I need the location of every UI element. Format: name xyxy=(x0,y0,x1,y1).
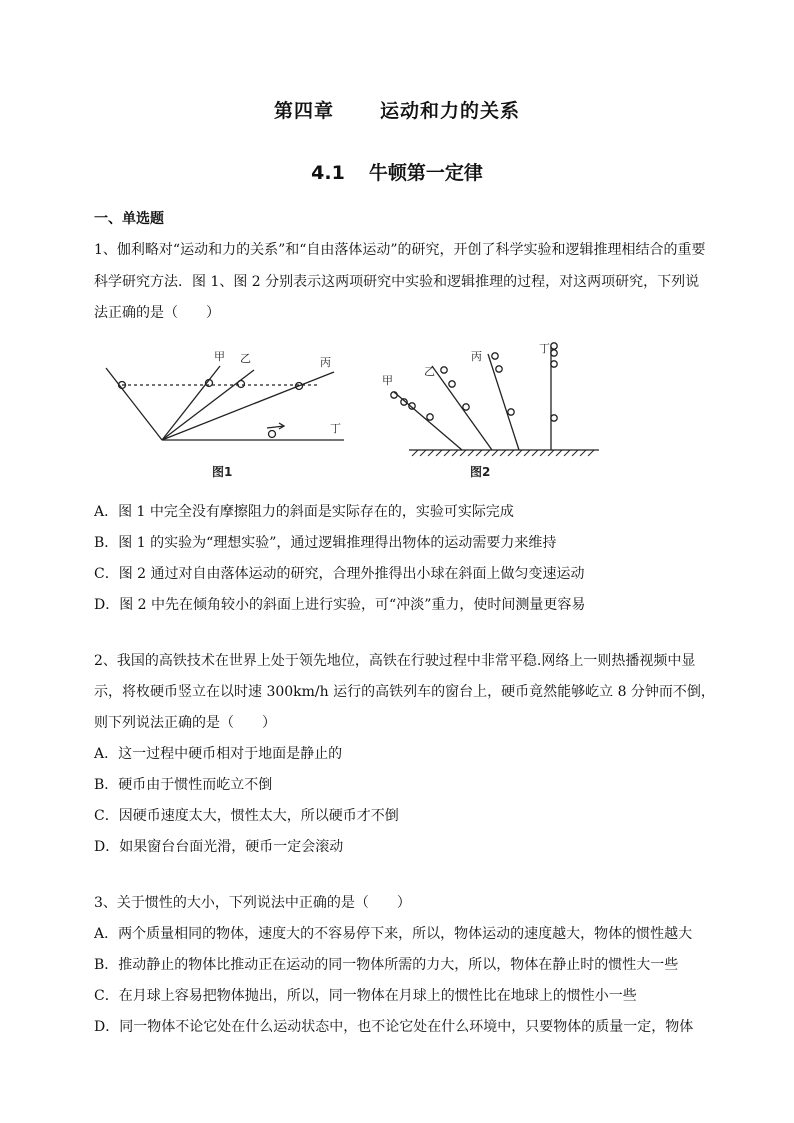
question-2-stem-line-3: 则下列说法正确的是（ ） xyxy=(94,715,276,731)
section-title: 牛顿第一定律 xyxy=(368,162,483,184)
question-2-option-b: B．硬币由于惯性而屹立不倒 xyxy=(94,777,273,793)
fig2-label-yi: 乙 xyxy=(424,365,435,378)
figure-1 xyxy=(106,366,344,440)
section-heading xyxy=(0,158,794,185)
question-3-option-b: B．推动静止的物体比推动正在运动的同一物体所需的力大，所以，物体在静止时的惯性大一些 xyxy=(94,957,679,973)
figure-1-labels xyxy=(212,350,341,479)
question-3-option-d: D．同一物体不论它处在什么运动状态中，也不论它处在什么环境中，只要物体的质量一定，物体 xyxy=(94,1019,694,1035)
question-1-option-c: C．图 2 通过对自由落体运动的研究，合理外推得出小球在斜面上做匀变速运动 xyxy=(94,566,585,582)
fig1-caption: 图1 xyxy=(212,465,233,479)
question-1-option-b: B．图 1 的实验为“理想实验”，通过逻辑推理得出物体的运动需要力来维持 xyxy=(94,535,557,551)
question-2-option-a: A．这一过程中硬币相对于地面是静止的 xyxy=(94,746,343,762)
section-number: 4.1 xyxy=(311,162,345,184)
question-1-stem-line-1: 1、伽利略对“运动和力的关系”和“自由落体运动”的研究，开创了科学实验和逻辑推理相结合的重要 xyxy=(94,242,706,258)
chapter-number: 第四章 xyxy=(273,100,334,122)
fig1-label-bing: 丙 xyxy=(320,356,331,369)
chapter-title: 运动和力的关系 xyxy=(380,100,521,122)
question-2-stem-line-1: 2、我国的高铁技术在世界上处于领先地位，高铁在行驶过程中非常平稳.网络上一则热播视频中显 xyxy=(94,653,696,669)
question-1-option-d: D．图 2 中先在倾角较小的斜面上进行实验，可“冲淡”重力，使时间测量更容易 xyxy=(94,597,586,613)
question-type-heading: 一、单选题 xyxy=(94,211,164,227)
question-3-option-a: A．两个质量相同的物体，速度大的不容易停下来，所以，物体运动的速度越大，物体的惯性越大 xyxy=(94,926,693,942)
figures-image xyxy=(94,340,714,485)
question-3-option-c: C．在月球上容易把物体抛出，所以，同一物体在月球上的惯性比在地球上的惯性小一些 xyxy=(94,988,637,1004)
fig2-label-bing: 丙 xyxy=(471,350,482,363)
fig2-label-jia: 甲 xyxy=(382,374,393,387)
fig2-caption: 图2 xyxy=(470,465,491,479)
fig1-label-jia: 甲 xyxy=(214,350,225,363)
question-2-stem-line-2: 示，将枚硬币竖立在以时速 300km/h 运行的高铁列车的窗台上，硬币竟然能够屹立 8 分钟而不倒， xyxy=(94,684,715,700)
fig1-label-ding: 丁 xyxy=(330,422,341,435)
question-1-option-a: A．图 1 中完全没有摩擦阻力的斜面是实际存在的，实验可实际完成 xyxy=(94,504,514,520)
figure-2 xyxy=(391,343,599,456)
fig2-label-ding: 丁 xyxy=(539,342,550,355)
question-2-option-c: C．因硬币速度太大，惯性太大，所以硬币才不倒 xyxy=(94,808,399,824)
question-1-stem-line-2: 科学研究方法．图 1、图 2 分别表示这两项研究中实验和逻辑推理的过程，对这两项研究，下列说 xyxy=(94,274,700,290)
question-2-option-d: D．如果窗台台面光滑，硬币一定会滚动 xyxy=(94,839,344,855)
chapter-heading xyxy=(0,96,794,123)
question-1-stem-line-3: 法正确的是（ ） xyxy=(94,305,220,321)
question-3-stem-line-1: 3、关于惯性的大小，下列说法中正确的是（ ） xyxy=(94,895,411,911)
fig1-label-yi: 乙 xyxy=(240,352,251,365)
